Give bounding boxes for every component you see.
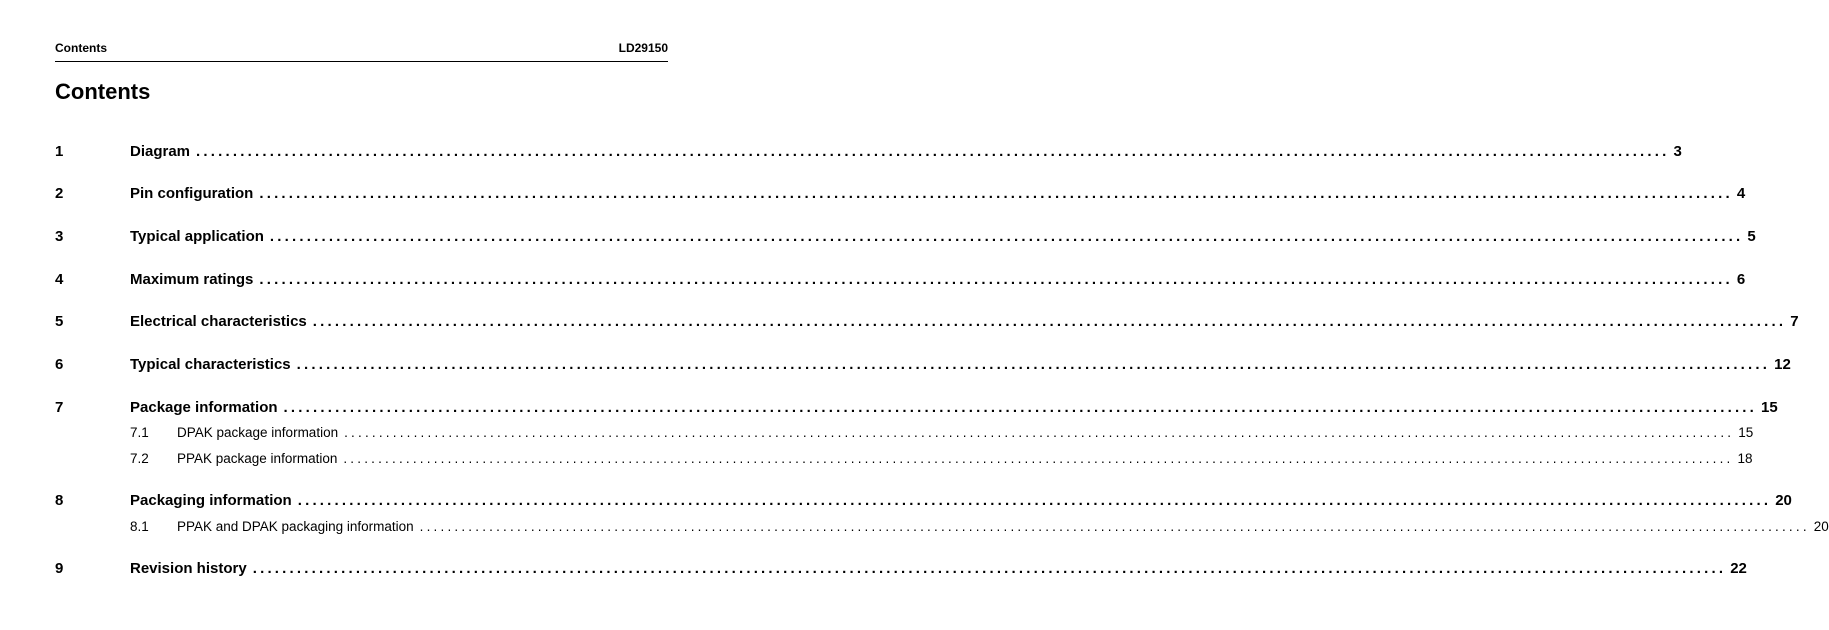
toc-entry-ppak-package-information[interactable] — [55, 449, 1753, 469]
toc-page-number: 12 — [1774, 356, 1791, 373]
toc-page-number: 22 — [1730, 560, 1747, 577]
toc-leader-dots: ........................................................................................................................................................................................................ — [269, 228, 1744, 245]
toc-label: Revision history — [130, 560, 247, 577]
page-title: Contents — [55, 79, 151, 104]
toc-number: 4 — [55, 271, 64, 288]
toc-number: 8.1 — [130, 519, 149, 534]
toc-label: Package information — [130, 399, 278, 416]
header-section-name: Contents — [55, 41, 107, 55]
toc-page-number: 15 — [1761, 399, 1778, 416]
toc-leader-dots: ........................................................................................................................................................................................................ — [259, 271, 1733, 288]
toc-page-number: 15 — [1738, 425, 1754, 440]
toc-number: 9 — [55, 560, 64, 577]
toc-entry-typical-characteristics[interactable] — [55, 355, 1791, 375]
toc-label: Maximum ratings — [130, 271, 254, 288]
toc-label: Electrical characteristics — [130, 313, 307, 330]
toc-number: 2 — [55, 185, 64, 202]
header-document-id: LD29150 — [618, 41, 668, 55]
toc-entry-package-information[interactable] — [55, 398, 1778, 418]
toc-label: Packaging information — [130, 492, 292, 509]
toc-entry-dpak-package-information[interactable] — [55, 423, 1754, 443]
toc-number: 7 — [55, 399, 64, 416]
toc-page-number: 3 — [1673, 143, 1682, 160]
toc-entry-packaging-information[interactable] — [55, 491, 1792, 511]
toc-page-number: 4 — [1736, 185, 1746, 202]
toc-page-number: 18 — [1737, 451, 1753, 466]
toc-entry-electrical-characteristics[interactable] — [55, 312, 1799, 332]
toc-label: Typical application — [130, 228, 264, 245]
toc-leader-dots: ........................................................................................................................................................................................................ — [312, 313, 1787, 330]
toc-entry-pin-configuration[interactable] — [55, 184, 1746, 204]
toc-number: 3 — [55, 228, 64, 245]
page-header — [55, 41, 668, 62]
toc-label: DPAK package information — [177, 425, 339, 440]
toc-leader-dots: ........................................................................................................................................................................................................ — [296, 356, 1771, 373]
toc-entry-diagram[interactable] — [55, 142, 1682, 162]
toc-page-number: 20 — [1775, 492, 1792, 509]
toc-leader-dots: ........................................................................................................................................................................................................ — [283, 399, 1758, 416]
toc-number: 8 — [55, 492, 64, 509]
toc-leader-dots: ........................................................................................................................................................................................................ — [419, 519, 1810, 534]
toc-label: Typical characteristics — [130, 356, 291, 373]
toc-number: 7.2 — [130, 451, 149, 466]
toc-number: 6 — [55, 356, 64, 373]
toc-number: 1 — [55, 143, 64, 160]
toc-number: 5 — [55, 313, 64, 330]
toc-page-number: 6 — [1736, 271, 1746, 288]
toc-leader-dots: ........................................................................................................................................................................................................ — [297, 492, 1772, 509]
toc-label: Pin configuration — [130, 185, 254, 202]
toc-entry-revision-history[interactable] — [55, 559, 1747, 579]
toc-leader-dots: ........................................................................................................................................................................................................ — [343, 451, 1734, 466]
toc-number: 7.1 — [130, 425, 149, 440]
toc-page-number: 7 — [1790, 313, 1799, 330]
toc-label: PPAK package information — [177, 451, 338, 466]
toc-leader-dots: ........................................................................................................................................................................................................ — [259, 185, 1733, 202]
toc-entry-maximum-ratings[interactable] — [55, 270, 1746, 290]
toc-leader-dots: ........................................................................................................................................................................................................ — [252, 560, 1727, 577]
toc-entry-ppak-dpak-packaging-information[interactable] — [55, 517, 1829, 537]
toc-label: Diagram — [130, 143, 191, 160]
toc-page-number: 5 — [1747, 228, 1756, 245]
toc-page-number: 20 — [1813, 519, 1829, 534]
toc-leader-dots: ........................................................................................................................................................................................................ — [196, 143, 1670, 160]
toc-leader-dots: ........................................................................................................................................................................................................ — [344, 425, 1735, 440]
toc-label: PPAK and DPAK packaging information — [177, 519, 414, 534]
toc-entry-typical-application[interactable] — [55, 227, 1756, 247]
